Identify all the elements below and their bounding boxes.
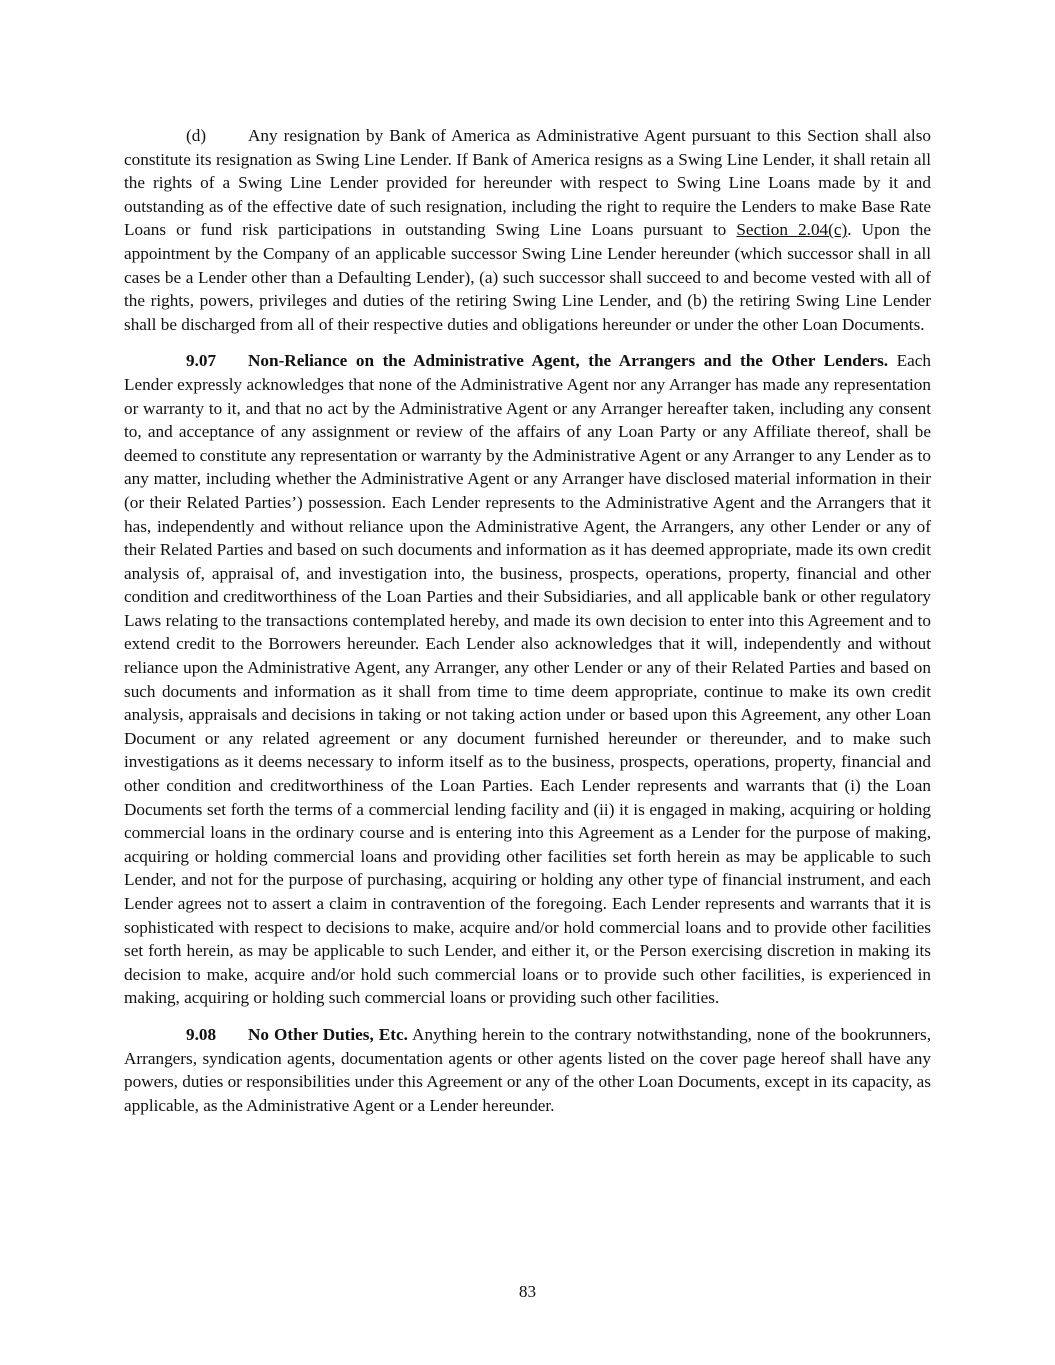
paragraph-text: Any resignation by Bank of America as Administrative Agent pursuant to this Section shall also constitute its resignation as Swing Line Lender. If Bank of America resigns as a Swing Line Lender, it shall retain all the rights of a Swing Line Lender provided for hereunder with respect to Swing Line Loans made by it and outstanding as of the effective date of such resignation, including the right to require the Lenders to make Base Rate Loans or fund risk participations in outstanding Swing Line Loans pursuant to <box>124 126 931 240</box>
page-number: 83 <box>518 1282 537 1301</box>
section-text: Each Lender expressly acknowledges that none of the Administrative Agent nor any Arranger has made any representation or warranty to it, and that no act by the Administrative Agent or any Arranger hereafter taken, including any consent to, and acceptance of any assignment or review of the affairs of any Loan Party or any Affiliate thereof, shall be deemed to constitute any representation or warranty by the Administrative Agent or any Arranger to any Lender as to any matter, including whether the Administrative Agent or any Arranger have disclosed material information in their (or their Related Parties’) possession. Each Lender represents to the Administrative Agent and the Arrangers that it has, independently and without reliance upon the Administrative Agent, the Arrangers, any other Lender or any of their Related Parties and based on such documents and information as it has deemed appropriate, made its own credit analysis of, appraisal of, and investigation into, the business, prospects, operations, property, financial and other condition and creditworthiness of the Loan Parties and their Subsidiaries, and all applicable bank or other regulatory Laws relating to the transactions contemplated hereby, and made its own decision to enter into this Agreement and to extend credit to the Borrowers hereunder. Each Lender also acknowledges that it will, independently and without reliance upon the Administrative Agent, any Arranger, any other Lender or any of their Related Parties and based on such documents and information as it shall from time to time deem appropriate, continue to make its own credit analysis, appraisals and decisions in taking or not taking action under or based upon this Agreement, any other Loan Document or any related agreement or any document furnished hereunder or thereunder, and to make such investigations as it deems necessary to inform itself as to the business, prospects, operations, property, financial and other condition and creditworthiness of the Loan Parties. Each Lender represents and warrants that (i) the Loan Documents set forth the terms of a commercial lending facility and (ii) it is engaged in making, acquiring or holding commercial loans in the ordinary course and is entering into this Agreement as a Lender for the purpose of making, acquiring or holding commercial loans and providing other facilities set forth herein as may be applicable to such Lender, and not for the purpose of purchasing, acquiring or holding any other type of financial instrument, and each Lender agrees not to assert a claim in contravention of the foregoing. Each Lender represents and warrants that it is sophisticated with respect to decisions to make, acquire and/or hold commercial loans and to provide other facilities set forth herein, as may be applicable to such Lender, and either it, or the Person exercising discretion in making its decision to make, acquire and/or hold such commercial loans or to provide such other facilities, is experienced in making, acquiring or holding such commercial loans or providing such other facilities. <box>124 351 931 1008</box>
section-heading: Non-Reliance on the Administrative Agent, the Arrangers and the Other Lenders. <box>248 351 889 371</box>
section-9-07 <box>124 349 931 1010</box>
section-9-08 <box>124 1023 931 1117</box>
section-text: Anything herein to the contrary notwithstanding, none of the bookrunners, Arrangers, syndication agents, documentation agents or other agents listed on the cover page hereof shall have any powers, duties or responsibilities under this Agreement or any of the other Loan Documents, except in its capacity, as applicable, as the Administrative Agent or a Lender hereunder. <box>124 1024 931 1115</box>
document-page <box>124 124 931 1130</box>
paragraph-marker: (d) <box>186 126 207 145</box>
paragraph-d-swing-line-resignation <box>124 124 931 336</box>
paragraph-text-continued: . Upon the appointment by the Company of an applicable successor Swing Line Lender hereunder (which successor shall in all cases be a Lender other than a Defaulting Lender), (a) such successor shall succeed to and become vested with all of the rights, powers, privileges and duties of the retiring Swing Line Lender, and (b) the retiring Swing Line Lender shall be discharged from all of their respective duties and obligations hereunder or under the other Loan Documents. <box>124 220 931 334</box>
section-number: 9.08 <box>186 1024 217 1044</box>
section-reference: Section 2.04(c) <box>736 220 848 240</box>
section-number: 9.07 <box>186 351 217 371</box>
section-heading: No Other Duties, Etc. <box>248 1024 408 1044</box>
